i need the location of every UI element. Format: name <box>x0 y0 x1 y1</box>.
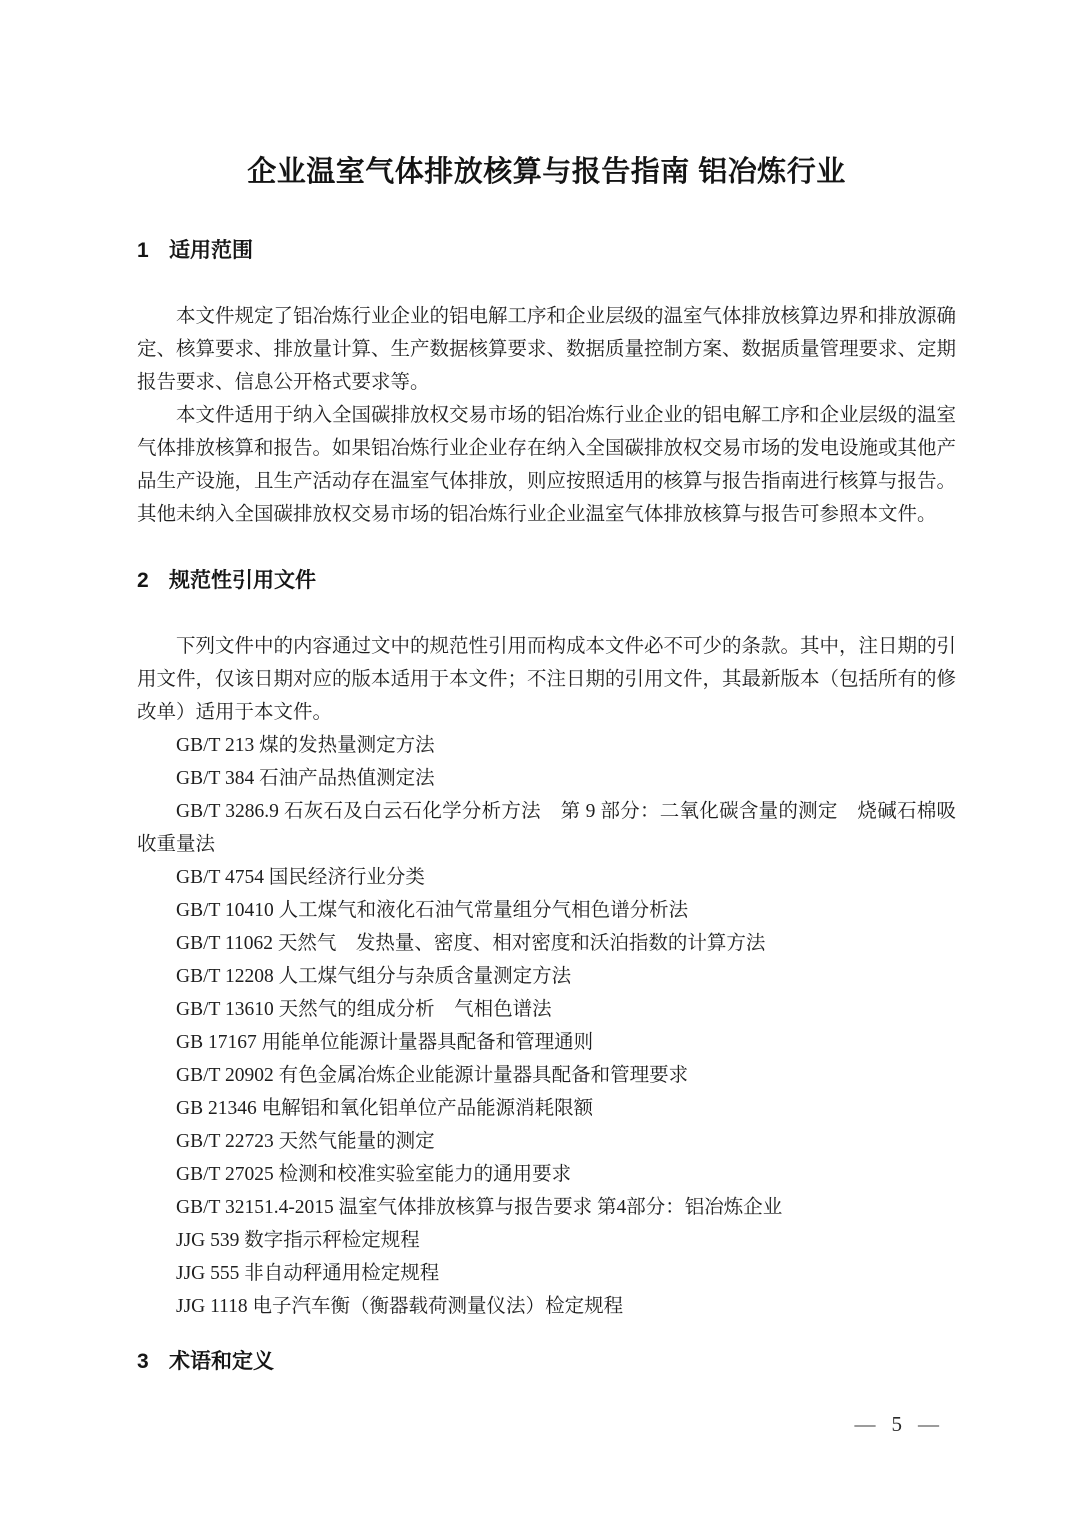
reference-item: GB/T 32151.4-2015 温室气体排放核算与报告要求 第4部分：铝冶炼企业 <box>176 1197 783 1218</box>
reference-item: GB/T 13610 天然气的组成分析 气相色谱法 <box>176 999 552 1020</box>
reference-item: GB/T 10410 人工煤气和液化石油气常量组分气相色谱分析法 <box>176 900 689 921</box>
section-2-number: 2 <box>137 569 149 592</box>
section-1-paragraph-1: 本文件规定了铝冶炼行业企业的铝电解工序和企业层级的温室气体排放核算边界和排放源确定、核算要求、排放量计算、生产数据核算要求、数据质量控制方案、数据质量管理要求、定期报告要求、信息公开格式要求等。 <box>137 306 957 393</box>
reference-item: GB 21346 电解铝和氧化铝单位产品能源消耗限额 <box>176 1098 594 1119</box>
reference-item: GB/T 384 石油产品热值测定法 <box>176 768 435 789</box>
document-content <box>137 152 956 1375</box>
page-footer <box>855 1410 940 1438</box>
section-2-heading <box>137 568 956 594</box>
reference-item: GB/T 213 煤的发热量测定方法 <box>176 735 435 756</box>
reference-item: GB/T 27025 检测和校准实验室能力的通用要求 <box>176 1164 572 1185</box>
reference-item: GB/T 11062 天然气 发热量、密度、相对密度和沃泊指数的计算方法 <box>176 933 766 954</box>
section-2-paragraph-1: 下列文件中的内容通过文中的规范性引用而构成本文件必不可少的条款。其中，注日期的引用文件，仅该日期对应的版本适用于本文件；不注日期的引用文件，其最新版本（包括所有的修改单）适用于本文件。 <box>137 636 957 723</box>
section-3-heading <box>137 1349 956 1375</box>
reference-item: JJG 539 数字指示秤检定规程 <box>176 1230 420 1251</box>
page-number: 5 <box>891 1412 902 1436</box>
section-3-title: 术语和定义 <box>169 1350 274 1373</box>
section-2-title: 规范性引用文件 <box>169 569 316 592</box>
reference-item: GB/T 12208 人工煤气组分与杂质含量测定方法 <box>176 966 572 987</box>
section-1-paragraph-2: 本文件适用于纳入全国碳排放权交易市场的铝冶炼行业企业的铝电解工序和企业层级的温室气体排放核算和报告。如果铝冶炼行业企业存在纳入全国碳排放权交易市场的发电设施或其他产品生产设施，且生产活动存在温室气体排放，则应按照适用的核算与报告指南进行核算与报告。其他未纳入全国碳排放权交易市场的铝冶炼行业企业温室气体排放核算与报告可参照本文件。 <box>137 405 957 525</box>
reference-item: GB 17167 用能单位能源计量器具配备和管理通则 <box>176 1032 594 1053</box>
reference-item: GB/T 20902 有色金属冶炼企业能源计量器具配备和管理要求 <box>176 1065 689 1086</box>
section-1-title: 适用范围 <box>169 239 253 262</box>
reference-item: GB/T 3286.9 石灰石及白云石化学分析方法 第 9 部分：二氧化碳含量的测定 烧碱石棉吸收重量法 <box>137 801 956 855</box>
section-3-number: 3 <box>137 1350 149 1373</box>
footer-left-dash: — <box>854 1412 876 1436</box>
reference-item: GB/T 4754 国民经济行业分类 <box>176 867 425 888</box>
footer-right-dash: — <box>918 1412 939 1436</box>
normative-references-list <box>137 729 956 1323</box>
reference-item: GB/T 22723 天然气能量的测定 <box>176 1131 435 1152</box>
section-1-heading <box>137 238 956 264</box>
document-title: 企业温室气体排放核算与报告指南 铝冶炼行业 <box>247 156 846 188</box>
reference-item: JJG 1118 电子汽车衡（衡器载荷测量仪法）检定规程 <box>176 1296 624 1317</box>
reference-item: JJG 555 非自动秤通用检定规程 <box>176 1263 440 1284</box>
section-1-number: 1 <box>137 239 149 262</box>
